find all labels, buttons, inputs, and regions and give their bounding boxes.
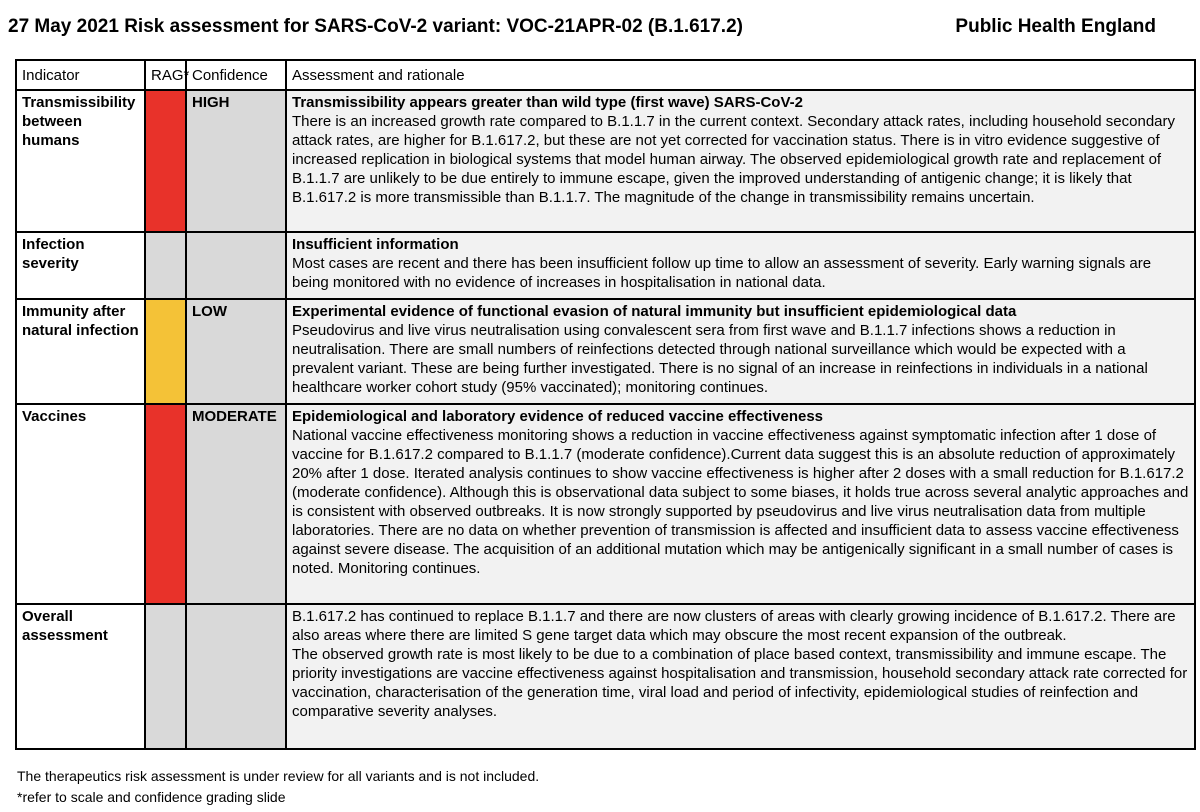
table-row [16,604,1195,749]
assessment-heading: Experimental evidence of functional evasion of natural immunity but insufficient epidemiological data [292,303,1017,320]
assessment-cell [286,299,1195,404]
table-header-row [16,60,1195,90]
risk-assessment-table [15,59,1196,750]
indicator-cell: Immunity after natural infection [16,299,145,404]
assessment-heading: Epidemiological and laboratory evidence of reduced vaccine effectiveness [292,408,824,425]
assessment-text: Most cases are recent and there has been insufficient follow up time to allow an assessment of severity. Early warning signals are being monitored with no evidence of increases in hospitalisation in national data. [292,255,1152,291]
confidence-cell: HIGH [186,90,286,232]
assessment-cell [286,404,1195,604]
assessment-text: National vaccine effectiveness monitoring shows a reduction in vaccine effectiveness against symptomatic infection after 1 dose of vaccine for B.1.617.2 compared to B.1.1.7 (moderate confidence).Current data suggest this is an absolute reduction of approximately 20% after 1 dose. Iterated analysis continues to show vaccine effectiveness is higher after 2 doses with a small reduction for B.1.617.2 (moderate confidence). Although this is observational data subject to some biases, it holds true across several analytic approaches and is consistent with observed outbreaks. It is now strongly supported by pseudovirus and live virus neutralisation data from multiple laboratories. There are no data on whether prevention of transmission is affected and insufficient data to assess vaccine effectiveness against severe disease. The acquisition of an additional mutation which may be antigenically significant in a small number of cases is noted. Monitoring continues. [292,427,1189,577]
confidence-cell [186,604,286,749]
column-header-confidence: Confidence [186,60,286,90]
document-title: 27 May 2021 Risk assessment for SARS-CoV-2 variant: VOC-21APR-02 (B.1.617.2) [8,16,743,37]
indicator-cell: Overall assessment [16,604,145,749]
assessment-cell [286,232,1195,299]
assessment-text: There is an increased growth rate compared to B.1.1.7 in the current context. Secondary attack rates, including household secondary attack rates, are higher for B.1.617.2, but these are not yet corrected for vaccination status. There is in vitro evidence suggestive of increased replication in biological systems that model human airway. The observed epidemiological growth rate and replacement of B.1.1.7 are unlikely to be due entirely to immune escape, given the improved understanding of antigenic change; it is likely that B.1.617.2 is more transmissible than B.1.1.7. The magnitude of the change in transmissibility remains uncertain. [292,113,1176,206]
indicator-cell: Vaccines [16,404,145,604]
assessment-text: Pseudovirus and live virus neutralisation using convalescent sera from first wave and B.1.1.7 infections shows a reduction in neutralisation. There are small numbers of reinfections detected through national surveillance which would be expected with a prevalent variant. These are being further investigated. There is no signal of an increase in reinfections in individuals in a national healthcare worker cohort study (95% vaccinated); monitoring continues. [292,322,1148,396]
column-header-assessment: Assessment and rationale [286,60,1195,90]
rag-status-cell [145,604,186,749]
indicator-cell: Transmissibility between humans [16,90,145,232]
table-row [16,90,1195,232]
confidence-cell: MODERATE [186,404,286,604]
table-row [16,404,1195,604]
confidence-cell: LOW [186,299,286,404]
rag-status-cell [145,90,186,232]
rag-status-cell [145,404,186,604]
table-row [16,299,1195,404]
rag-status-cell [145,299,186,404]
page-header [0,0,1200,58]
rag-status-cell [145,232,186,299]
footnotes [17,766,539,808]
assessment-cell [286,604,1195,749]
column-header-rag: RAG* [145,60,186,90]
organisation-name: Public Health England [955,16,1156,37]
assessment-heading: Transmissibility appears greater than wild type (first wave) SARS-CoV-2 [292,94,803,111]
assessment-text: The observed growth rate is most likely to be due to a combination of place based context, transmissibility and immune escape. The priority investigations are vaccine effectiveness against hospitalisation and transmission, household secondary attack rate corrected for vaccination, characterisation of the generation time, viral load and period of infectivity, epidemiological studies of reinfection and comparative severity analyses. [292,646,1188,720]
assessment-heading: Insufficient information [292,236,459,253]
footnote-therapeutics: The therapeutics risk assessment is under review for all variants and is not included. [17,768,540,784]
assessment-cell [286,90,1195,232]
confidence-cell [186,232,286,299]
table-row [16,232,1195,299]
footnote-grading: *refer to scale and confidence grading slide [17,789,286,805]
indicator-cell: Infection severity [16,232,145,299]
column-header-indicator: Indicator [16,60,145,90]
assessment-text: B.1.617.2 has continued to replace B.1.1.7 and there are now clusters of areas with clearly growing incidence of B.1.617.2. There are also areas where there are limited S gene target data which may obscure the most recent expansion of the outbreak. [292,608,1176,644]
